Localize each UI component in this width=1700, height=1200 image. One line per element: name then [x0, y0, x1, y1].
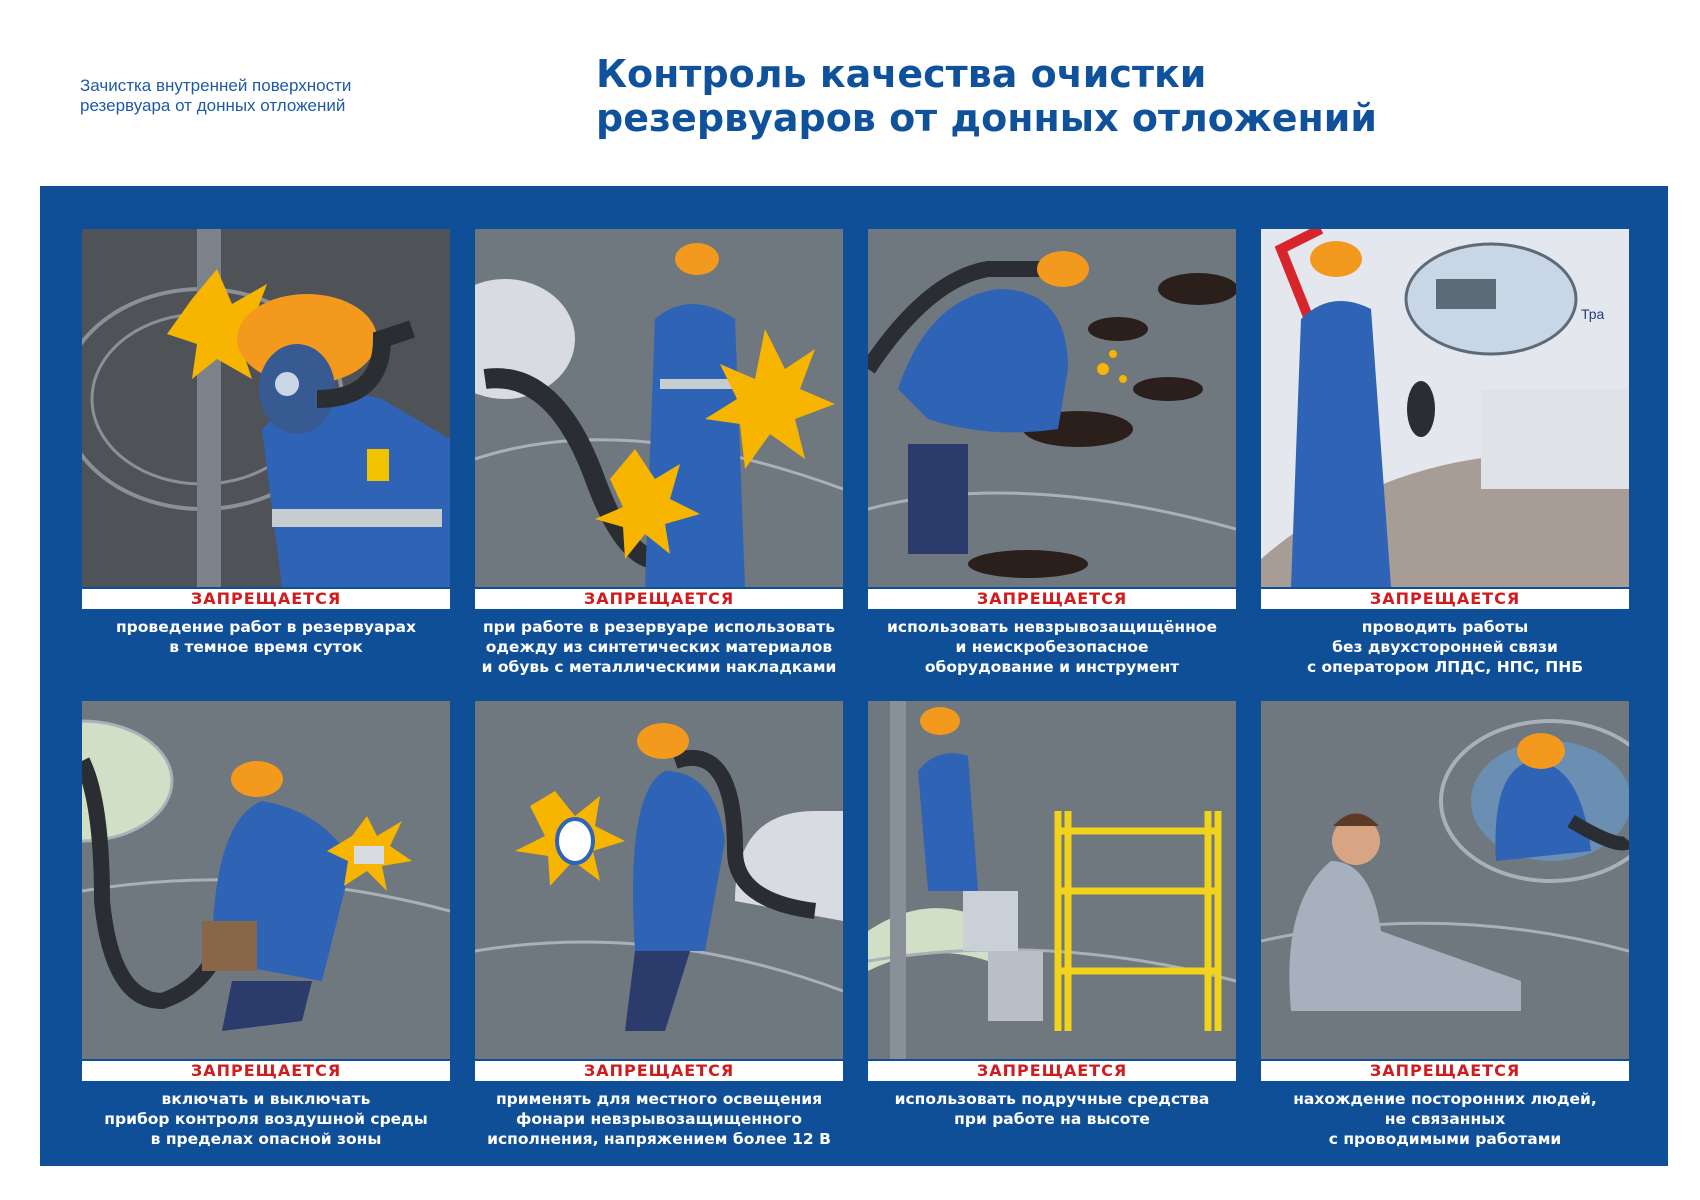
rule-caption-4: проводить работы без двухсторонней связи с оператором ЛПДС, НПС, ПНБ [1306, 618, 1584, 676]
rules-board [40, 186, 1668, 1166]
rule-panel-3 [868, 229, 1236, 677]
forbidden-label: ЗАПРЕЩАЕТСЯ [868, 589, 1236, 609]
flashlight-spark-icon [475, 701, 843, 1059]
rule-caption-5: включать и выключать прибор контроля воздушной среды в пределах опасной зоны [104, 1090, 428, 1148]
phone-operator-icon [1261, 229, 1629, 587]
rule-caption-8: нахождение посторонних людей, не связанных с проводимыми работами [1293, 1090, 1597, 1148]
forbidden-label: ЗАПРЕЩАЕТСЯ [475, 1061, 843, 1081]
rule-panel-1 [82, 229, 450, 657]
building-sign-text: Тра [1581, 306, 1605, 322]
rule-caption-3: использовать невзрывозащищённое и неискробезопасное оборудование и инструмент [887, 618, 1217, 676]
rule-caption-6: применять для местного освещения фонари невзрывозащищенного исполнения, напряжением более 12 В [487, 1090, 831, 1148]
outsider-person-icon [1261, 701, 1629, 1059]
rule-panel-6 [475, 701, 843, 1149]
rule-panel-2 [475, 229, 843, 677]
forbidden-label: ЗАПРЕЩАЕТСЯ [82, 1061, 450, 1081]
rule-panel-7 [868, 701, 1236, 1129]
forbidden-label: ЗАПРЕЩАЕТСЯ [82, 589, 450, 609]
gas-detector-spark-icon [82, 701, 450, 1059]
rule-panel-8 [1261, 701, 1629, 1149]
buckets-instead-of-scaffold-icon [868, 701, 1236, 1059]
rule-panel-5 [82, 701, 450, 1149]
static-spark-clothing-icon [475, 229, 843, 587]
rule-panel-4 [1261, 229, 1629, 677]
forbidden-label: ЗАПРЕЩАЕТСЯ [868, 1061, 1236, 1081]
forbidden-label: ЗАПРЕЩАЕТСЯ [475, 589, 843, 609]
worker-hitting-head-dark-icon [82, 229, 450, 587]
poster-subtitle: Зачистка внутренней поверхности резервуара от донных отложений [80, 76, 352, 115]
sparking-tool-icon [868, 229, 1236, 587]
rule-caption-7: использовать подручные средства при работе на высоте [894, 1090, 1210, 1128]
rule-caption-2: при работе в резервуаре использовать одежду из синтетических материалов и обувь с металлическими накладками [481, 618, 837, 676]
forbidden-label: ЗАПРЕЩАЕТСЯ [1261, 589, 1629, 609]
rule-caption-1: проведение работ в резервуарах в темное время суток [115, 618, 417, 656]
forbidden-label: ЗАПРЕЩАЕТСЯ [1261, 1061, 1629, 1081]
poster-title: Контроль качества очистки резервуаров от донных отложений [596, 52, 1378, 140]
